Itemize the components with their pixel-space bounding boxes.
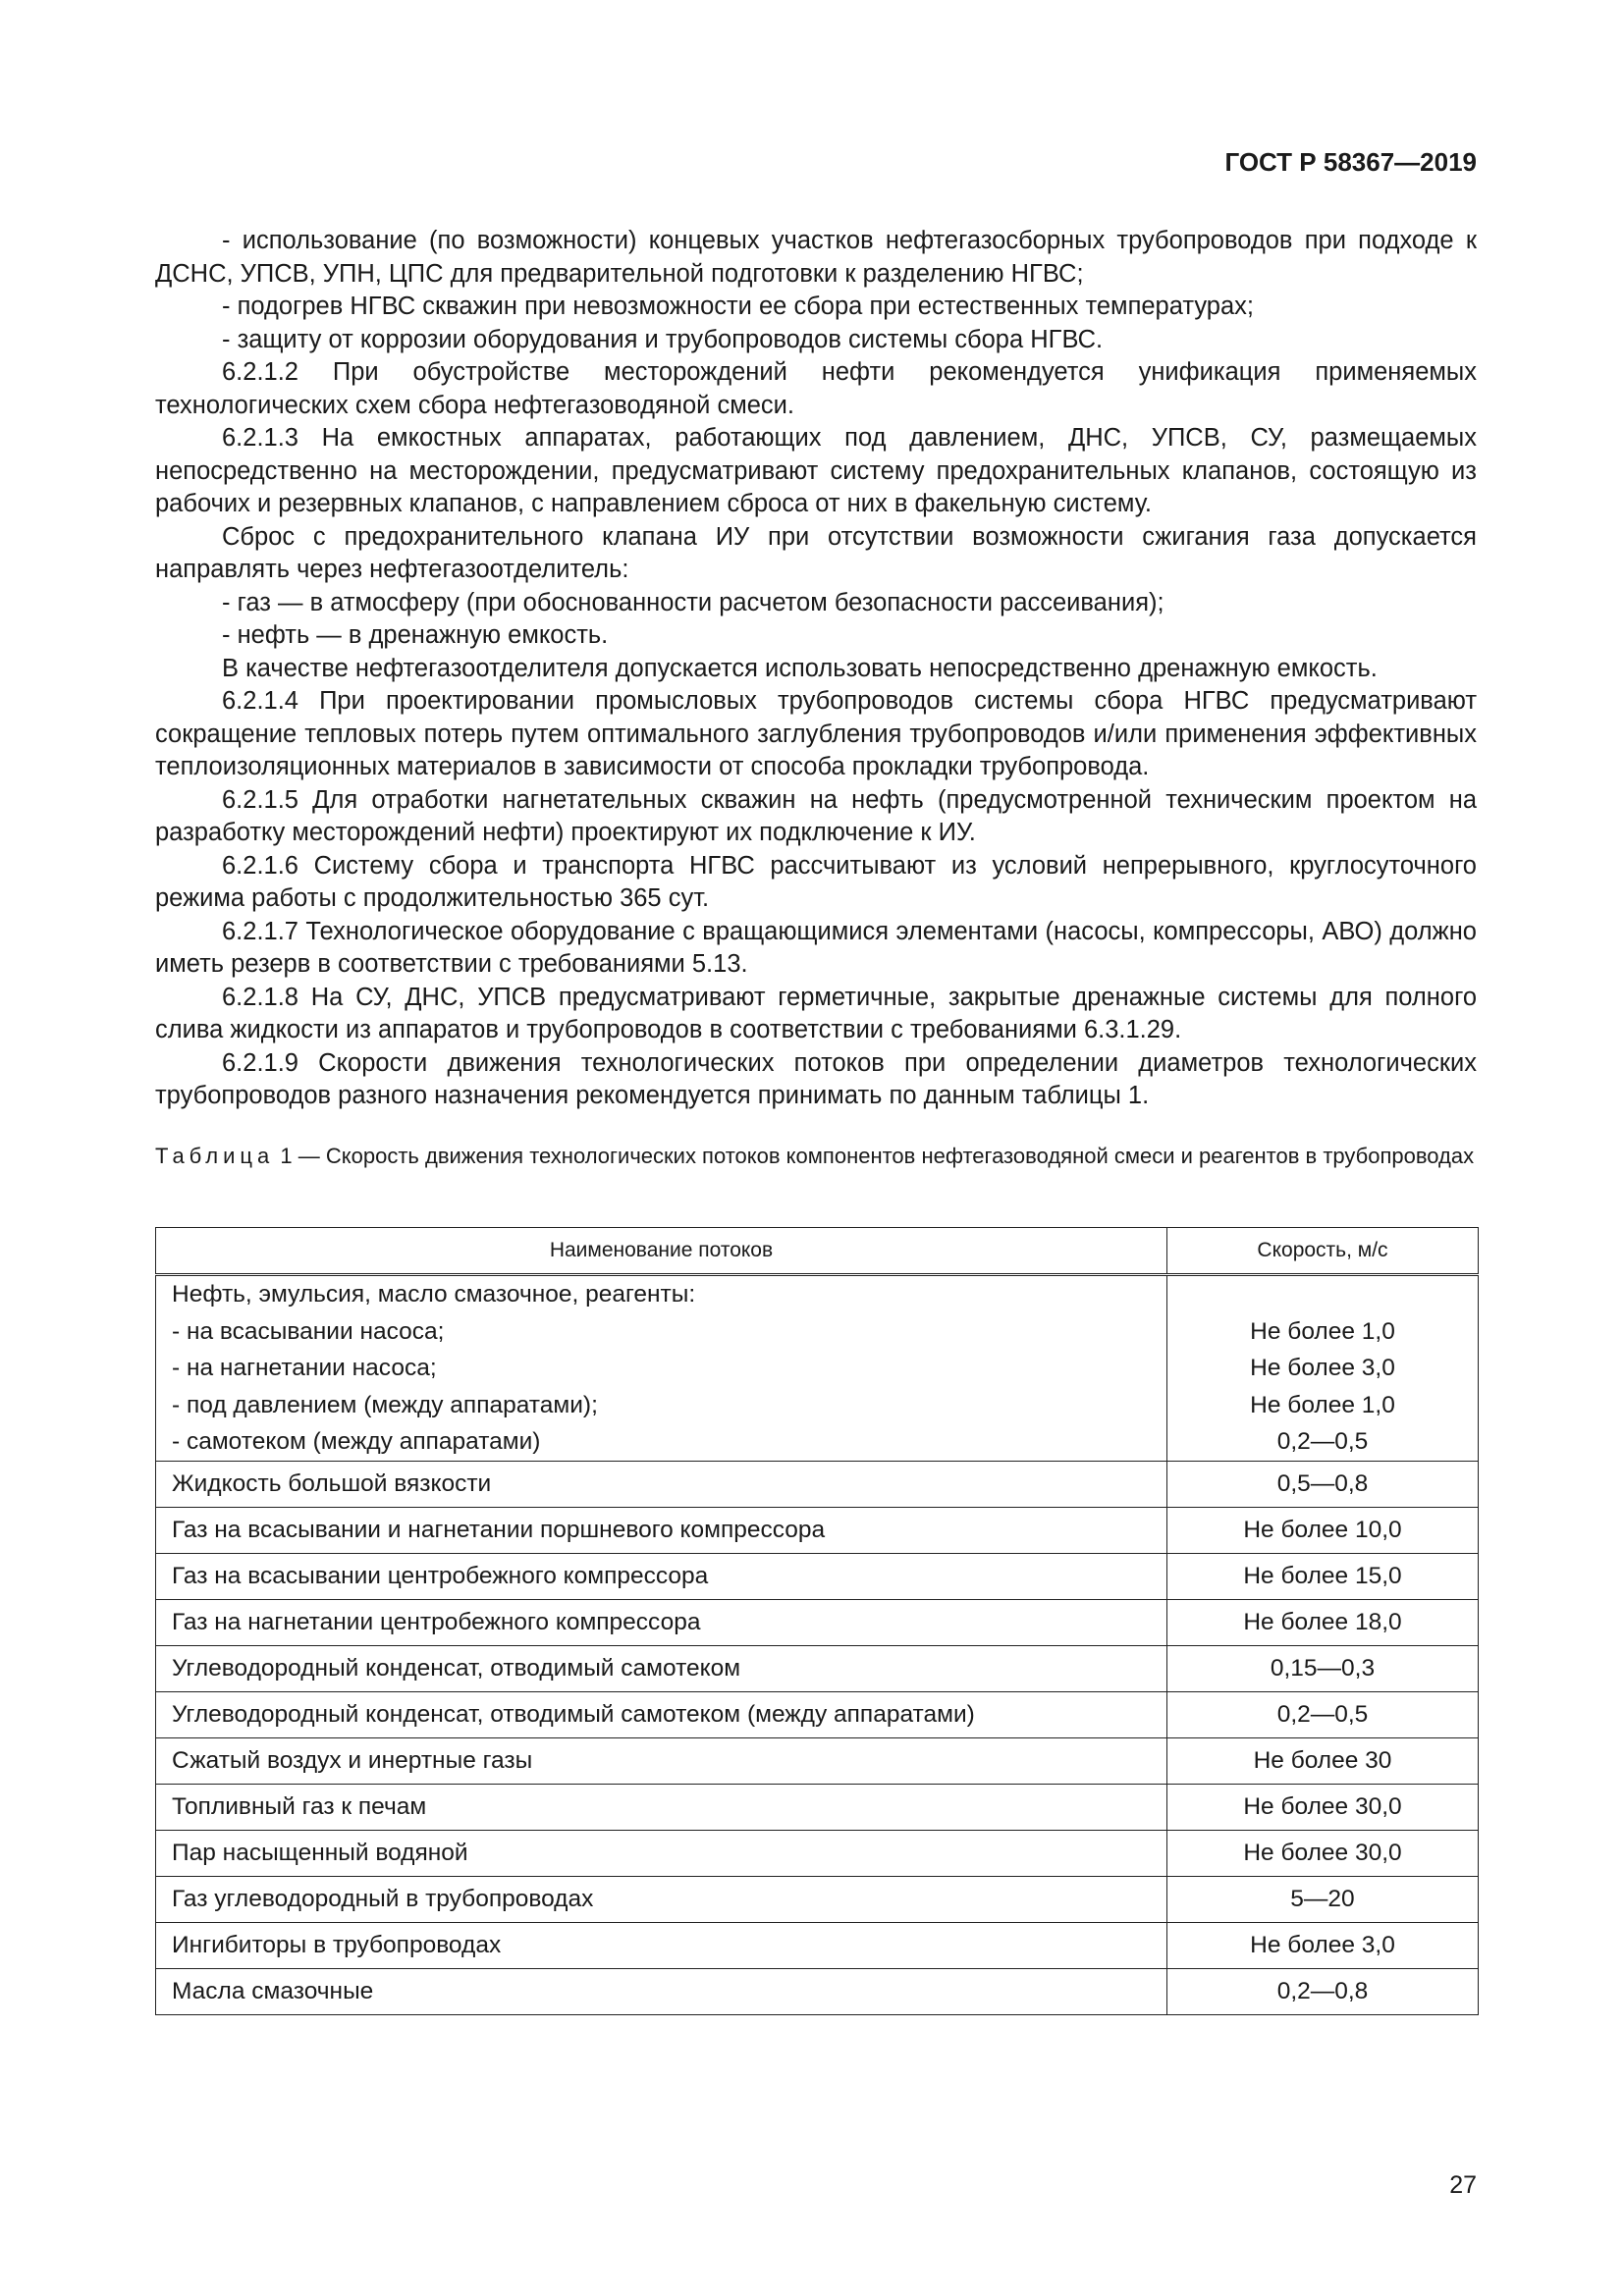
column-header-speed: Скорость, м/с	[1167, 1228, 1479, 1275]
stream-name: Масла смазочные	[156, 1968, 1167, 2014]
group-item-name: - самотеком (между аппаратами)	[172, 1428, 541, 1455]
stream-speed: 0,5—0,8	[1167, 1461, 1479, 1507]
stream-name: Топливный газ к печам	[156, 1784, 1167, 1830]
stream-speed: Не более 15,0	[1167, 1553, 1479, 1599]
paragraph: - нефть — в дренажную емкость.	[222, 621, 609, 649]
stream-name: Газ углеводородный в трубопроводах	[156, 1876, 1167, 1922]
stream-name: Пар насыщенный водяной	[156, 1830, 1167, 1876]
body-text	[155, 225, 1477, 1113]
stream-speed: 0,2—0,8	[1167, 1968, 1479, 2014]
table-caption-number: 1	[280, 1144, 293, 1168]
stream-name: Газ на всасывании и нагнетании поршневого компрессора	[156, 1507, 1167, 1553]
group-item-speed: Не более 1,0	[1250, 1317, 1395, 1345]
paragraph: - подогрев НГВС скважин при невозможности ее сбора при естественных температурах;	[222, 293, 1254, 320]
table-caption	[155, 1143, 1477, 1170]
group-item-name: - на всасывании насоса;	[172, 1317, 445, 1345]
page-number: 27	[1449, 2171, 1477, 2199]
table-caption-text: — Скорость движения технологических потоков компонентов нефтегазоводяной смеси и реагентов в трубопроводах	[292, 1144, 1475, 1168]
stream-speed: Не более 18,0	[1167, 1599, 1479, 1645]
table-row	[156, 1922, 1479, 1968]
stream-speed: 0,2—0,5	[1167, 1691, 1479, 1737]
stream-name: Сжатый воздух и инертные газы	[156, 1737, 1167, 1784]
table-row	[156, 1830, 1479, 1876]
paragraph: 6.2.1.9 Скорости движения технологических потоков при определении диаметров технологических трубопроводов разного назначения рекомендуется принимать по данным таблицы 1.	[155, 1048, 1477, 1109]
paragraph: 6.2.1.7 Технологическое оборудование с вращающимися элементами (насосы, компрессоры, АВО) должно иметь резерв в соответствии с требованиями 5.13.	[155, 917, 1477, 978]
stream-speed: Не более 30,0	[1167, 1784, 1479, 1830]
table-row	[156, 1784, 1479, 1830]
stream-speed: Не более 10,0	[1167, 1507, 1479, 1553]
paragraph: 6.2.1.4 При проектировании промысловых трубопроводов системы сбора НГВС предусматривают сокращение тепловых потерь путем оптимального заглубления трубопроводов и/или применения эффективных теплоизоляционных материалов в зависимости от способа прокладки трубопровода.	[155, 687, 1477, 780]
paragraph: В качестве нефтегазоотделителя допускается использовать непосредственно дренажную емкость.	[222, 654, 1378, 682]
paragraph: - использование (по возможности) концевых участков нефтегазосборных трубопроводов при подходе к ДСНС, УПСВ, УПН, ЦПС для предварительной подготовки к разделению НГВС;	[155, 227, 1477, 288]
table-row	[156, 1737, 1479, 1784]
paragraph: - газ — в атмосферу (при обоснованности расчетом безопасности рассеивания);	[222, 588, 1164, 616]
table-row	[156, 1691, 1479, 1737]
stream-speed: 0,15—0,3	[1167, 1645, 1479, 1691]
table-header-row	[156, 1228, 1479, 1275]
table-row	[156, 1553, 1479, 1599]
table-row	[156, 1507, 1479, 1553]
table-row	[156, 1461, 1479, 1507]
group-speed-cell	[1167, 1275, 1479, 1462]
table-row	[156, 1876, 1479, 1922]
stream-name: Газ на нагнетании центробежного компрессора	[156, 1599, 1167, 1645]
paragraph: Сброс с предохранительного клапана ИУ при отсутствии возможности сжигания газа допускается направлять через нефтегазоотделитель:	[155, 522, 1477, 583]
group-item-speed: Не более 3,0	[1250, 1355, 1395, 1381]
stream-speed: Не более 3,0	[1167, 1922, 1479, 1968]
velocity-table	[155, 1227, 1479, 2015]
paragraph: 6.2.1.2 При обустройстве месторождений нефти рекомендуется унификация применяемых технологических схем сбора нефтегазоводяной смеси.	[155, 358, 1477, 419]
paragraph: 6.2.1.8 На СУ, ДНС, УПСВ предусматривают герметичные, закрытые дренажные системы для полного слива жидкости из аппаратов и трубопроводов в соответствии с требованиями 6.3.1.29.	[155, 983, 1477, 1043]
stream-speed: Не более 30,0	[1167, 1830, 1479, 1876]
group-item-speed: 0,2—0,5	[1276, 1428, 1369, 1455]
group-item-name: - под давлением (между аппаратами);	[172, 1391, 598, 1418]
stream-name: Ингибиторы в трубопроводах	[156, 1922, 1167, 1968]
table-row-group	[156, 1275, 1479, 1462]
group-name-cell	[156, 1275, 1167, 1462]
paragraph: 6.2.1.3 На емкостных аппаратах, работающих под давлением, ДНС, УПСВ, СУ, размещаемых непосредственно на месторождении, предусматривают систему предохранительных клапанов, состоящую из рабочих и резервных клапанов, с направлением сброса от них в факельную систему.	[155, 424, 1477, 517]
column-header-name: Наименование потоков	[156, 1228, 1167, 1275]
paragraph: 6.2.1.5 Для отработки нагнетательных скважин на нефть (предусмотренной техническим проектом на разработку месторождений нефти) проектируют их подключение к ИУ.	[155, 785, 1477, 846]
table-caption-label: Таблица	[155, 1144, 275, 1168]
stream-speed: Не более 30	[1167, 1737, 1479, 1784]
table-row	[156, 1599, 1479, 1645]
stream-name: Газ на всасывании центробежного компрессора	[156, 1553, 1167, 1599]
paragraph: - защиту от коррозии оборудования и трубопроводов системы сбора НГВС.	[222, 325, 1104, 353]
document-code: ГОСТ Р 58367—2019	[1224, 147, 1477, 177]
paragraph: 6.2.1.6 Систему сбора и транспорта НГВС рассчитывают из условий непрерывного, круглосуточного режима работы с продолжительностью 365 сут.	[155, 851, 1477, 912]
stream-name: Жидкость большой вязкости	[156, 1461, 1167, 1507]
group-item-name: - на нагнетании насоса;	[172, 1355, 437, 1381]
stream-name: Углеводородный конденсат, отводимый самотеком	[156, 1645, 1167, 1691]
table-row	[156, 1968, 1479, 2014]
group-title: Нефть, эмульсия, масло смазочное, реагенты:	[172, 1281, 696, 1308]
stream-speed: 5—20	[1167, 1876, 1479, 1922]
table-row	[156, 1645, 1479, 1691]
stream-name: Углеводородный конденсат, отводимый самотеком (между аппаратами)	[156, 1691, 1167, 1737]
group-item-speed: Не более 1,0	[1250, 1391, 1395, 1418]
